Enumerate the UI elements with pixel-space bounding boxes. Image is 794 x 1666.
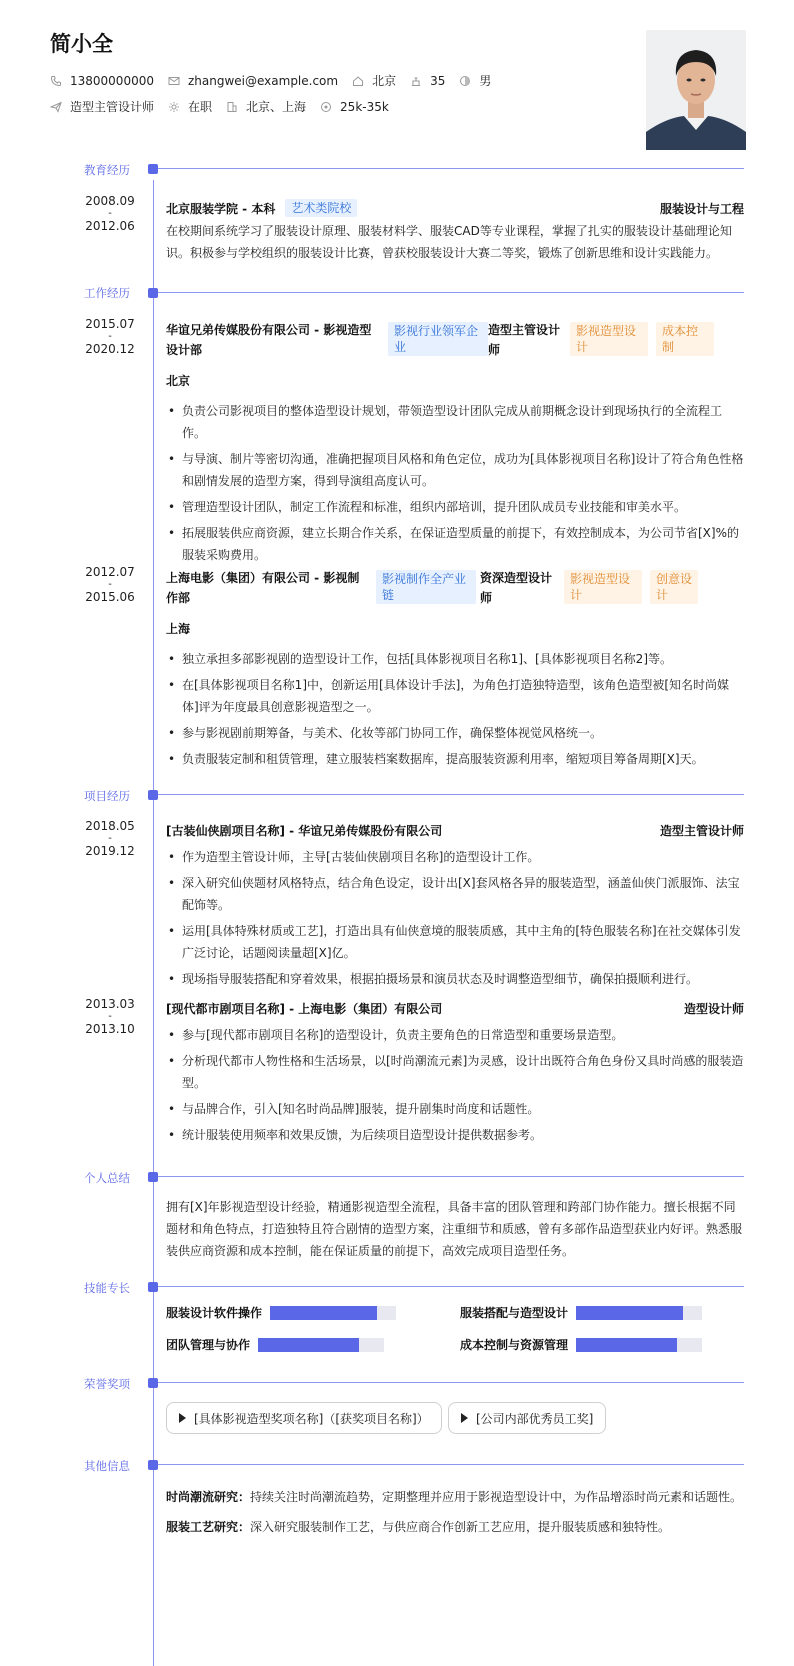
work-2-start: 2012.07: [85, 565, 135, 579]
list-item: • 参与影视剧前期筹备，与美术、化妆等部门协同工作，确保整体视觉风格统一。: [166, 722, 744, 744]
summary-text: 拥有[X]年影视造型设计经验，精通影视造型全流程，具备丰富的团队管理和跨部门协作能力。擅长根据不同题材和角色特点，打造独特且符合剧情的造型方案，注重细节和质感，曾有多部作品造型获业内好评。熟悉服装供应商资源和成本控制，能在保证质量的前提下，高效完成项目造型任务。: [166, 1200, 743, 1258]
other-item: [166, 1488, 742, 1505]
target-city-value: 北京、上海: [246, 100, 307, 114]
status-item: [168, 98, 212, 115]
email-item: [168, 74, 338, 88]
status-value: 在职: [188, 100, 213, 114]
project-2-title: [现代都市剧项目名称] - 上海电影（集团）有限公司: [166, 1002, 443, 1016]
date-dash: -: [108, 208, 112, 219]
skill-item: [166, 1304, 396, 1321]
section-other-label: 其他信息: [84, 1459, 130, 1473]
play-icon: [179, 1413, 186, 1423]
work-2-date: [70, 564, 150, 606]
major-name: 服装设计与工程: [659, 202, 744, 216]
section-work-dot: [148, 288, 158, 298]
work-1-company: 华谊兄弟传媒股份有限公司 - 影视造型设计部: [166, 323, 372, 357]
send-icon: [50, 101, 62, 113]
project-1-start: 2018.05: [85, 819, 135, 833]
profile-photo: [646, 30, 746, 150]
work-1-entry: [166, 320, 744, 570]
list-item: • 与品牌合作，引入[知名时尚品牌]服装，提升剧集时尚度和话题性。: [166, 1098, 744, 1120]
age-value: 35: [430, 73, 446, 88]
skill-bar-fill: [258, 1338, 359, 1352]
education-start: 2008.09: [85, 194, 135, 208]
honor-label: [具体影视造型奖项名称]（[获奖项目名称]）: [194, 1411, 429, 1426]
work-1-skill-tag-2: 成本控制: [656, 322, 714, 356]
skill-name: 服装设计软件操作: [166, 1306, 263, 1320]
other-value: 持续关注时尚潮流趋势，定期整理并应用于影视造型设计中，为作品增添时尚元素和话题性。: [250, 1490, 743, 1504]
list-item: • 在[具体影视项目名称1]中，创新运用[具体设计手法]，为角色打造独特造型，该角色造型被[知名时尚媒体]评为年度最具创意影视造型之一。: [166, 674, 744, 718]
gender-value: 男: [479, 74, 492, 88]
section-summary-label: 个人总结: [84, 1171, 130, 1185]
section-skills-label: 技能专长: [84, 1281, 130, 1295]
list-item: • 与导演、制片等密切沟通，准确把握项目风格和角色定位，成功为[具体影视项目名称]设计了符合角色性格和剧情发展的造型方案，得到导演组高度认可。: [166, 448, 744, 492]
work-2-bullets: [166, 648, 744, 770]
skill-bar: [576, 1338, 702, 1352]
list-item: • 分析现代都市人物性格和生活场景，以[时尚潮流元素]为灵感，设计出既符合角色身份又具时尚感的服装造型。: [166, 1050, 744, 1094]
play-icon: [461, 1413, 468, 1423]
list-item: • 独立承担多部影视剧的造型设计工作，包括[具体影视项目名称1]、[具体影视项目名称2]等。: [166, 648, 744, 670]
gender-icon: [459, 75, 471, 87]
education-desc: 在校期间系统学习了服装设计原理、服装材料学、服装CAD等专业课程，掌握了扎实的服装设计基础理论知识。积极参与学校组织的服装设计比赛，曾获校服装设计大赛二等奖，锻炼了创新思维和设计实践能力。: [166, 224, 732, 260]
mail-icon: [168, 75, 180, 87]
section-skills-rule: [158, 1286, 744, 1287]
work-1-skill-tag-1: 影视造型设计: [570, 322, 648, 356]
section-honors-label: 荣誉奖项: [84, 1377, 130, 1391]
age-item: [410, 74, 445, 88]
section-education-label: 教育经历: [84, 163, 130, 177]
project-1-end: 2019.12: [85, 844, 135, 858]
project-2-start: 2013.03: [85, 997, 135, 1011]
list-item: • 负责公司影视项目的整体造型设计规划，带领造型设计团队完成从前期概念设计到现场执行的全流程工作。: [166, 400, 744, 444]
building-icon: [226, 101, 238, 113]
list-item: • 负责服装定制和租赁管理，建立服装档案数据库，提高服装资源利用率，缩短项目筹备周期[X]天。: [166, 748, 744, 770]
phone-item: [50, 74, 154, 88]
date-dash: -: [108, 331, 112, 342]
skill-name: 团队管理与协作: [166, 1338, 251, 1352]
project-1-title: [古装仙侠剧项目名称] - 华谊兄弟传媒股份有限公司: [166, 824, 443, 838]
home-icon: [352, 75, 364, 87]
section-project-dot: [148, 790, 158, 800]
work-2-tag: 影视制作全产业链: [376, 570, 476, 604]
project-1-date: [70, 818, 150, 860]
skill-name: 服装搭配与造型设计: [460, 1306, 569, 1320]
honor-label: [公司内部优秀员工奖]: [476, 1411, 594, 1426]
section-education-dot: [148, 164, 158, 174]
work-2-city: 上海: [166, 622, 191, 636]
section-summary-dot: [148, 1172, 158, 1182]
project-1-role: 造型主管设计师: [659, 824, 744, 838]
skill-bar-fill: [576, 1338, 677, 1352]
project-2-entry: [166, 1000, 744, 1150]
project-2-bullets: [166, 1024, 744, 1146]
skill-bar: [576, 1306, 702, 1320]
work-1-end: 2020.12: [85, 342, 135, 356]
section-education-rule: [158, 168, 744, 169]
date-dash: -: [108, 833, 112, 844]
work-1-bullets: [166, 400, 744, 566]
school-name: 北京服装学院 - 本科: [166, 201, 276, 216]
salary-value: 25k-35k: [340, 99, 389, 114]
list-item: • 现场指导服装搭配和穿着效果，根据拍摄场景和演员状态及时调整造型细节，确保拍摄顺利进行。: [166, 968, 744, 990]
skill-bar: [270, 1306, 396, 1320]
skill-bar: [258, 1338, 384, 1352]
salary-icon: [320, 101, 332, 113]
date-dash: -: [108, 1011, 112, 1022]
candidate-name: 简小全: [50, 32, 113, 56]
school-tag: 艺术类院校: [285, 199, 357, 217]
phone-value: 13800000000: [70, 73, 154, 88]
job-row: [50, 98, 403, 115]
email-value: zhangwei@example.com: [187, 73, 339, 88]
project-2-date: [70, 996, 150, 1038]
work-2-end: 2015.06: [85, 590, 135, 604]
position-value: 造型主管设计师: [70, 100, 155, 114]
honor-item[interactable]: [166, 1402, 442, 1434]
project-2-role: 造型设计师: [683, 1002, 744, 1016]
skill-name: 成本控制与资源管理: [460, 1338, 569, 1352]
work-1-city: 北京: [166, 374, 191, 388]
skill-item: [460, 1304, 702, 1321]
section-other-rule: [158, 1464, 744, 1465]
work-2-skill-tag-2: 创意设计: [650, 570, 698, 604]
section-project-rule: [158, 794, 744, 795]
skill-item: [166, 1336, 384, 1353]
section-skills-dot: [148, 1282, 158, 1292]
work-1-role: 造型主管设计师: [488, 323, 561, 357]
work-1-date: [70, 316, 150, 358]
skill-item: [460, 1336, 702, 1353]
list-item: • 统计服装使用频率和效果反馈，为后续项目造型设计提供数据参考。: [166, 1124, 744, 1146]
gear-icon: [168, 101, 180, 113]
section-work-label: 工作经历: [84, 286, 130, 300]
other-item: [166, 1518, 670, 1535]
position-item: [50, 98, 154, 115]
target-city-item: [226, 98, 306, 115]
work-1-start: 2015.07: [85, 317, 135, 331]
contact-row: [50, 72, 505, 89]
skill-bar-fill: [270, 1306, 377, 1320]
work-2-company: 上海电影（集团）有限公司 - 影视制作部: [166, 571, 360, 605]
list-item: • 作为造型主管设计师，主导[古装仙侠剧项目名称]的造型设计工作。: [166, 846, 744, 868]
work-2-skill-tag-1: 影视造型设计: [564, 570, 642, 604]
list-item: • 拓展服装供应商资源，建立长期合作关系，在保证造型质量的前提下，有效控制成本，为公司节省[X]%的服装采购费用。: [166, 522, 744, 566]
list-item: • 运用[具体特殊材质或工艺]，打造出具有仙侠意境的服装质感，其中主角的[特色服装名称]在社交媒体引发广泛讨论，话题阅读量超[X]亿。: [166, 920, 744, 964]
work-2-entry: [166, 568, 744, 774]
education-end: 2012.06: [85, 219, 135, 233]
resume-header: [50, 28, 750, 148]
project-1-entry: [166, 822, 744, 994]
other-key: 时尚潮流研究：: [166, 1490, 251, 1504]
work-2-role: 资深造型设计师: [480, 571, 553, 605]
timeline-line: [153, 180, 154, 1666]
city-value: 北京: [372, 74, 397, 88]
city-item: [352, 72, 396, 89]
other-value: 深入研究服装制作工艺，与供应商合作创新工艺应用，提升服装质感和独特性。: [250, 1520, 671, 1534]
date-dash: -: [108, 579, 112, 590]
other-key: 服装工艺研究：: [166, 1520, 251, 1534]
honor-item[interactable]: [448, 1402, 606, 1434]
phone-icon: [50, 75, 62, 87]
list-item: • 深入研究仙侠题材风格特点，结合角色设定，设计出[X]套风格各异的服装造型，涵盖仙侠门派服饰、法宝配饰等。: [166, 872, 744, 916]
work-1-tag: 影视行业领军企业: [388, 322, 488, 356]
education-date: [70, 193, 150, 235]
project-2-end: 2013.10: [85, 1022, 135, 1036]
age-icon: [410, 75, 422, 87]
education-entry: [166, 198, 744, 264]
section-project-label: 项目经历: [84, 789, 130, 803]
project-1-bullets: [166, 846, 744, 990]
salary-item: [320, 100, 389, 114]
gender-item: [459, 72, 491, 89]
section-honors-dot: [148, 1378, 158, 1388]
section-work-rule: [158, 292, 744, 293]
section-summary-rule: [158, 1176, 744, 1177]
list-item: • 参与[现代都市剧项目名称]的造型设计，负责主要角色的日常造型和重要场景造型。: [166, 1024, 744, 1046]
list-item: • 管理造型设计团队，制定工作流程和标准，组织内部培训，提升团队成员专业技能和审美水平。: [166, 496, 744, 518]
section-other-dot: [148, 1460, 158, 1470]
skill-bar-fill: [576, 1306, 683, 1320]
section-honors-rule: [158, 1382, 744, 1383]
